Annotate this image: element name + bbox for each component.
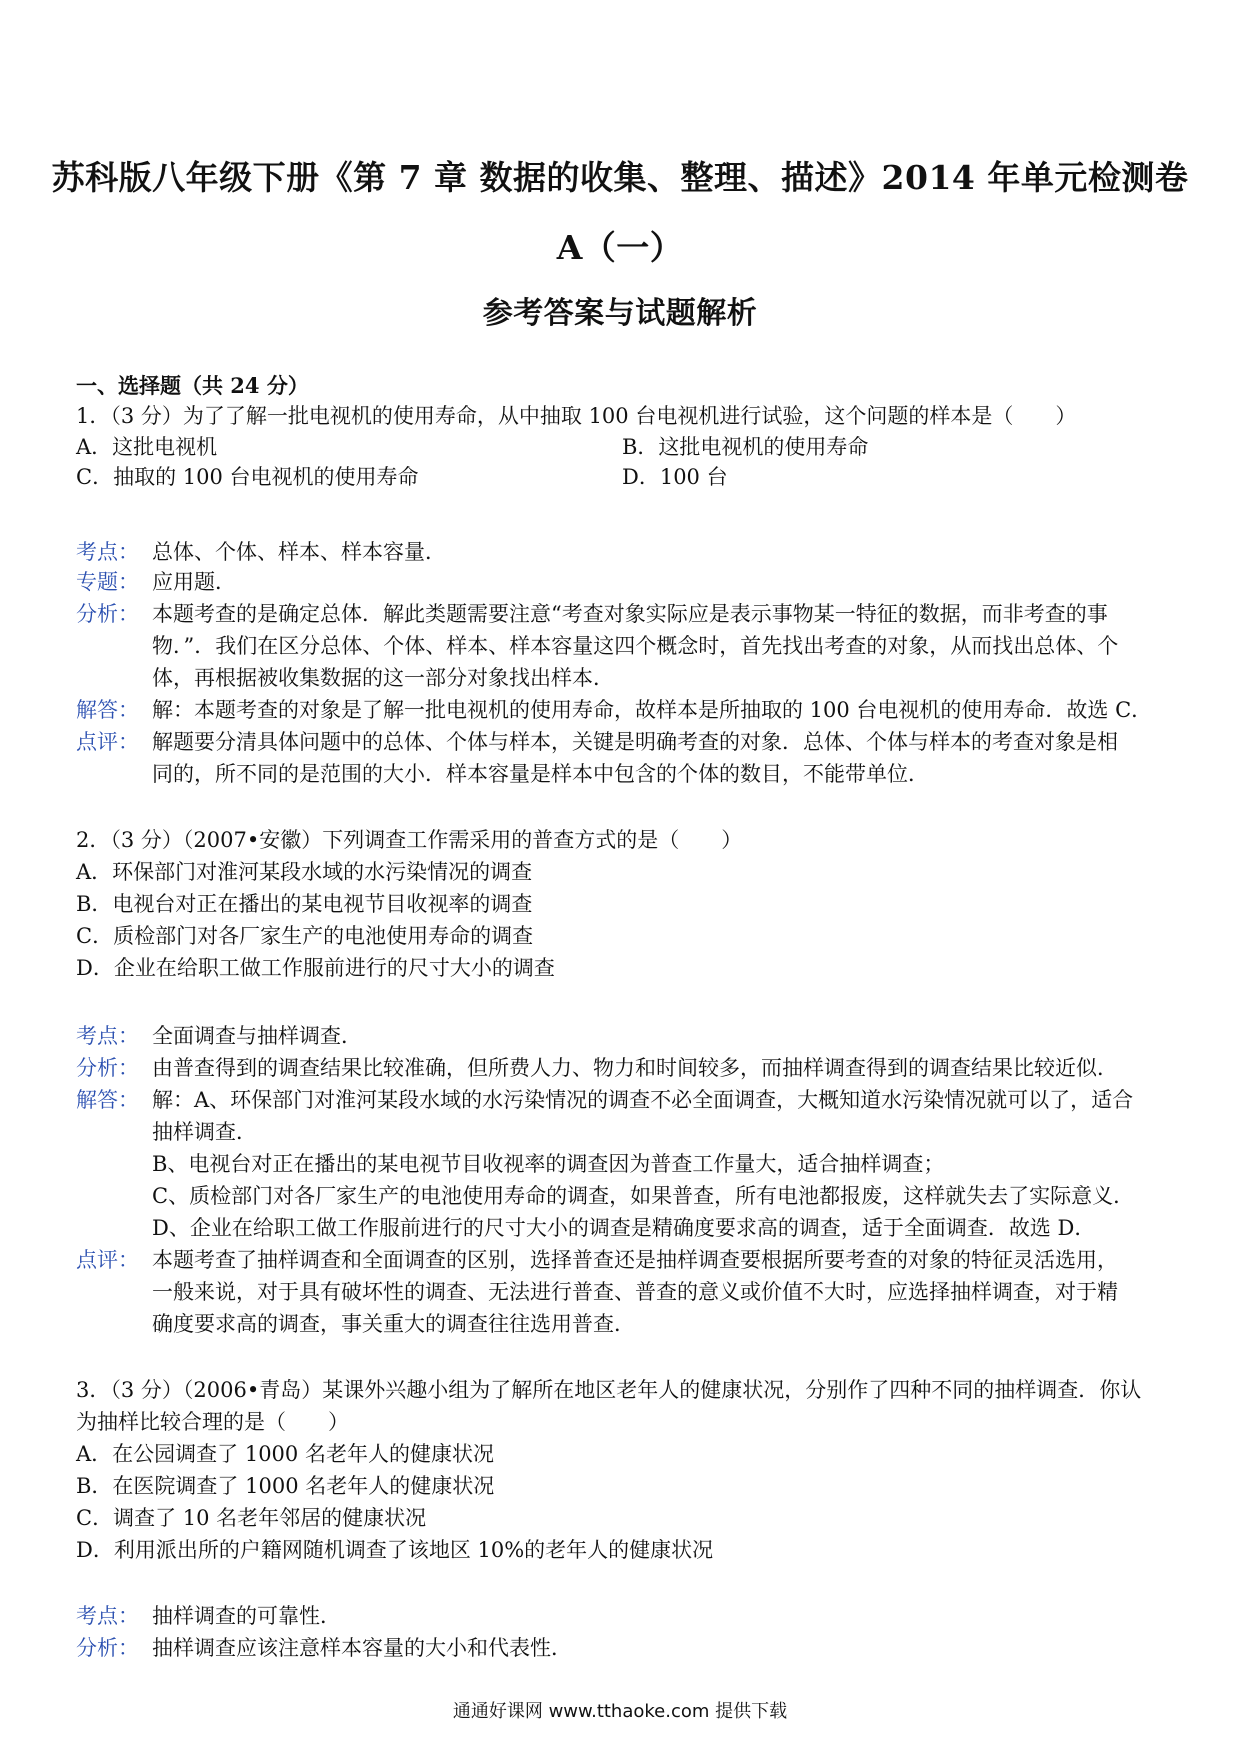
q1-option-b: B．这批电视机的使用寿命 bbox=[622, 435, 869, 459]
q2-fenxi-text: 由普查得到的调查结果比较准确，但所费人力、物力和时间较多，而抽样调查得到的调查结果比较近似． bbox=[152, 1056, 1118, 1080]
document-title: 苏科版八年级下册《第 7 章 数据的收集、整理、描述》2014 年单元检测卷 bbox=[51, 158, 1189, 197]
q2-jieda-line2: 抽样调查． bbox=[152, 1120, 257, 1144]
q3-option-d: D．利用派出所的户籍网随机调查了该地区 10%的老年人的健康状况 bbox=[76, 1538, 714, 1562]
q1-zhuanti-text: 应用题． bbox=[152, 570, 236, 594]
document-title-line2: A（一） bbox=[556, 228, 684, 267]
q3-kaodian-text: 抽样调查的可靠性． bbox=[152, 1604, 341, 1628]
q1-fenxi-line2: 物．”．我们在区分总体、个体、样本、样本容量这四个概念时，首先找出考查的对象，从而找出总体、个 bbox=[152, 634, 1119, 658]
q2-dianping-line1: 本题考查了抽样调查和全面调查的区别，选择普查还是抽样调查要根据所要考查的对象的特征灵活选用， bbox=[152, 1248, 1118, 1272]
q2-jieda-line4: C、质检部门对各厂家生产的电池使用寿命的调查，如果普查，所有电池都报废，这样就失去了实际意义． bbox=[152, 1184, 1135, 1208]
q1-fenxi-line3: 体，再根据被收集数据的这一部分对象找出样本． bbox=[152, 666, 614, 690]
q1-jieda-label: 解答： bbox=[76, 698, 139, 722]
document-subtitle: 参考答案与试题解析 bbox=[482, 296, 758, 331]
q1-fenxi-line1: 本题考查的是确定总体．解此类题需要注意“考查对象实际应是表示事物某一特征的数据，而非考查的事 bbox=[152, 602, 1108, 626]
q1-jieda-text: 解：本题考查的对象是了解一批电视机的使用寿命，故样本是所抽取的 100 台电视机的使用寿命．故选 C． bbox=[152, 698, 1153, 722]
q2-jieda-label: 解答： bbox=[76, 1088, 139, 1112]
q2-option-a: A．环保部门对淮河某段水域的水污染情况的调查 bbox=[76, 860, 533, 884]
q1-dianping-label: 点评： bbox=[76, 730, 139, 754]
q2-dianping-line2: 一般来说，对于具有破坏性的调查、无法进行普查、普查的意义或价值不大时，应选择抽样调查，对于精 bbox=[152, 1280, 1118, 1304]
q3-option-a: A．在公园调查了 1000 名老年人的健康状况 bbox=[76, 1442, 494, 1466]
q2-stem: 2．（3 分）（2007•安徽）下列调查工作需采用的普查方式的是（ ） bbox=[76, 828, 743, 852]
page-footer: 通通好课网 www.tthaoke.com 提供下载 bbox=[452, 1701, 788, 1722]
q2-jieda-line3: B、电视台对正在播出的某电视节目收视率的调查因为普查工作量大，适合抽样调查； bbox=[152, 1152, 945, 1176]
section-heading: 一、选择题（共 24 分） bbox=[76, 373, 309, 398]
q3-option-c: C．调查了 10 名老年邻居的健康状况 bbox=[76, 1506, 427, 1530]
q1-kaodian-text: 总体、个体、样本、样本容量． bbox=[152, 540, 446, 564]
q1-stem: 1．（3 分）为了了解一批电视机的使用寿命，从中抽取 100 台电视机进行试验，这个问题的样本是（ ） bbox=[76, 404, 1077, 428]
q3-stem-line2: 为抽样比较合理的是（ ） bbox=[76, 1410, 349, 1434]
q1-zhuanti-label: 专题： bbox=[76, 570, 139, 594]
q2-option-b: B．电视台对正在播出的某电视节目收视率的调查 bbox=[76, 892, 533, 916]
q2-dianping-label: 点评： bbox=[76, 1248, 139, 1272]
q3-kaodian-label: 考点： bbox=[76, 1604, 139, 1628]
q3-option-b: B．在医院调查了 1000 名老年人的健康状况 bbox=[76, 1474, 495, 1498]
q1-option-c: C．抽取的 100 台电视机的使用寿命 bbox=[76, 465, 419, 489]
q3-fenxi-text: 抽样调查应该注意样本容量的大小和代表性． bbox=[152, 1636, 572, 1660]
q2-fenxi-label: 分析： bbox=[76, 1056, 139, 1080]
q1-option-d: D．100 台 bbox=[622, 465, 728, 489]
q2-jieda-line1: 解：A、环保部门对淮河某段水域的水污染情况的调查不必全面调查，大概知道水污染情况就可以了，适合 bbox=[152, 1088, 1134, 1112]
q2-jieda-line5: D、企业在给职工做工作服前进行的尺寸大小的调查是精确度要求高的调查，适于全面调查．故选 D． bbox=[152, 1216, 1096, 1240]
q1-kaodian-label: 考点： bbox=[76, 540, 139, 564]
q1-fenxi-label: 分析： bbox=[76, 602, 139, 626]
q3-fenxi-label: 分析： bbox=[76, 1636, 139, 1660]
q2-dianping-line3: 确度要求高的调查，事关重大的调查往往选用普查． bbox=[152, 1312, 635, 1336]
q1-option-a: A．这批电视机 bbox=[76, 435, 218, 459]
q1-dianping-line2: 同的，所不同的是范围的大小．样本容量是样本中包含的个体的数目，不能带单位． bbox=[152, 762, 929, 786]
q2-option-d: D．企业在给职工做工作服前进行的尺寸大小的调查 bbox=[76, 956, 555, 980]
q1-dianping-line1: 解题要分清具体问题中的总体、个体与样本，关键是明确考查的对象．总体、个体与样本的考查对象是相 bbox=[152, 730, 1118, 754]
q2-option-c: C．质检部门对各厂家生产的电池使用寿命的调查 bbox=[76, 924, 534, 948]
q2-kaodian-label: 考点： bbox=[76, 1024, 139, 1048]
q2-kaodian-text: 全面调查与抽样调查． bbox=[152, 1024, 362, 1048]
q3-stem-line1: 3．（3 分）（2006•青岛）某课外兴趣小组为了解所在地区老年人的健康状况，分别作了四种不同的抽样调查．你认 bbox=[76, 1378, 1142, 1402]
